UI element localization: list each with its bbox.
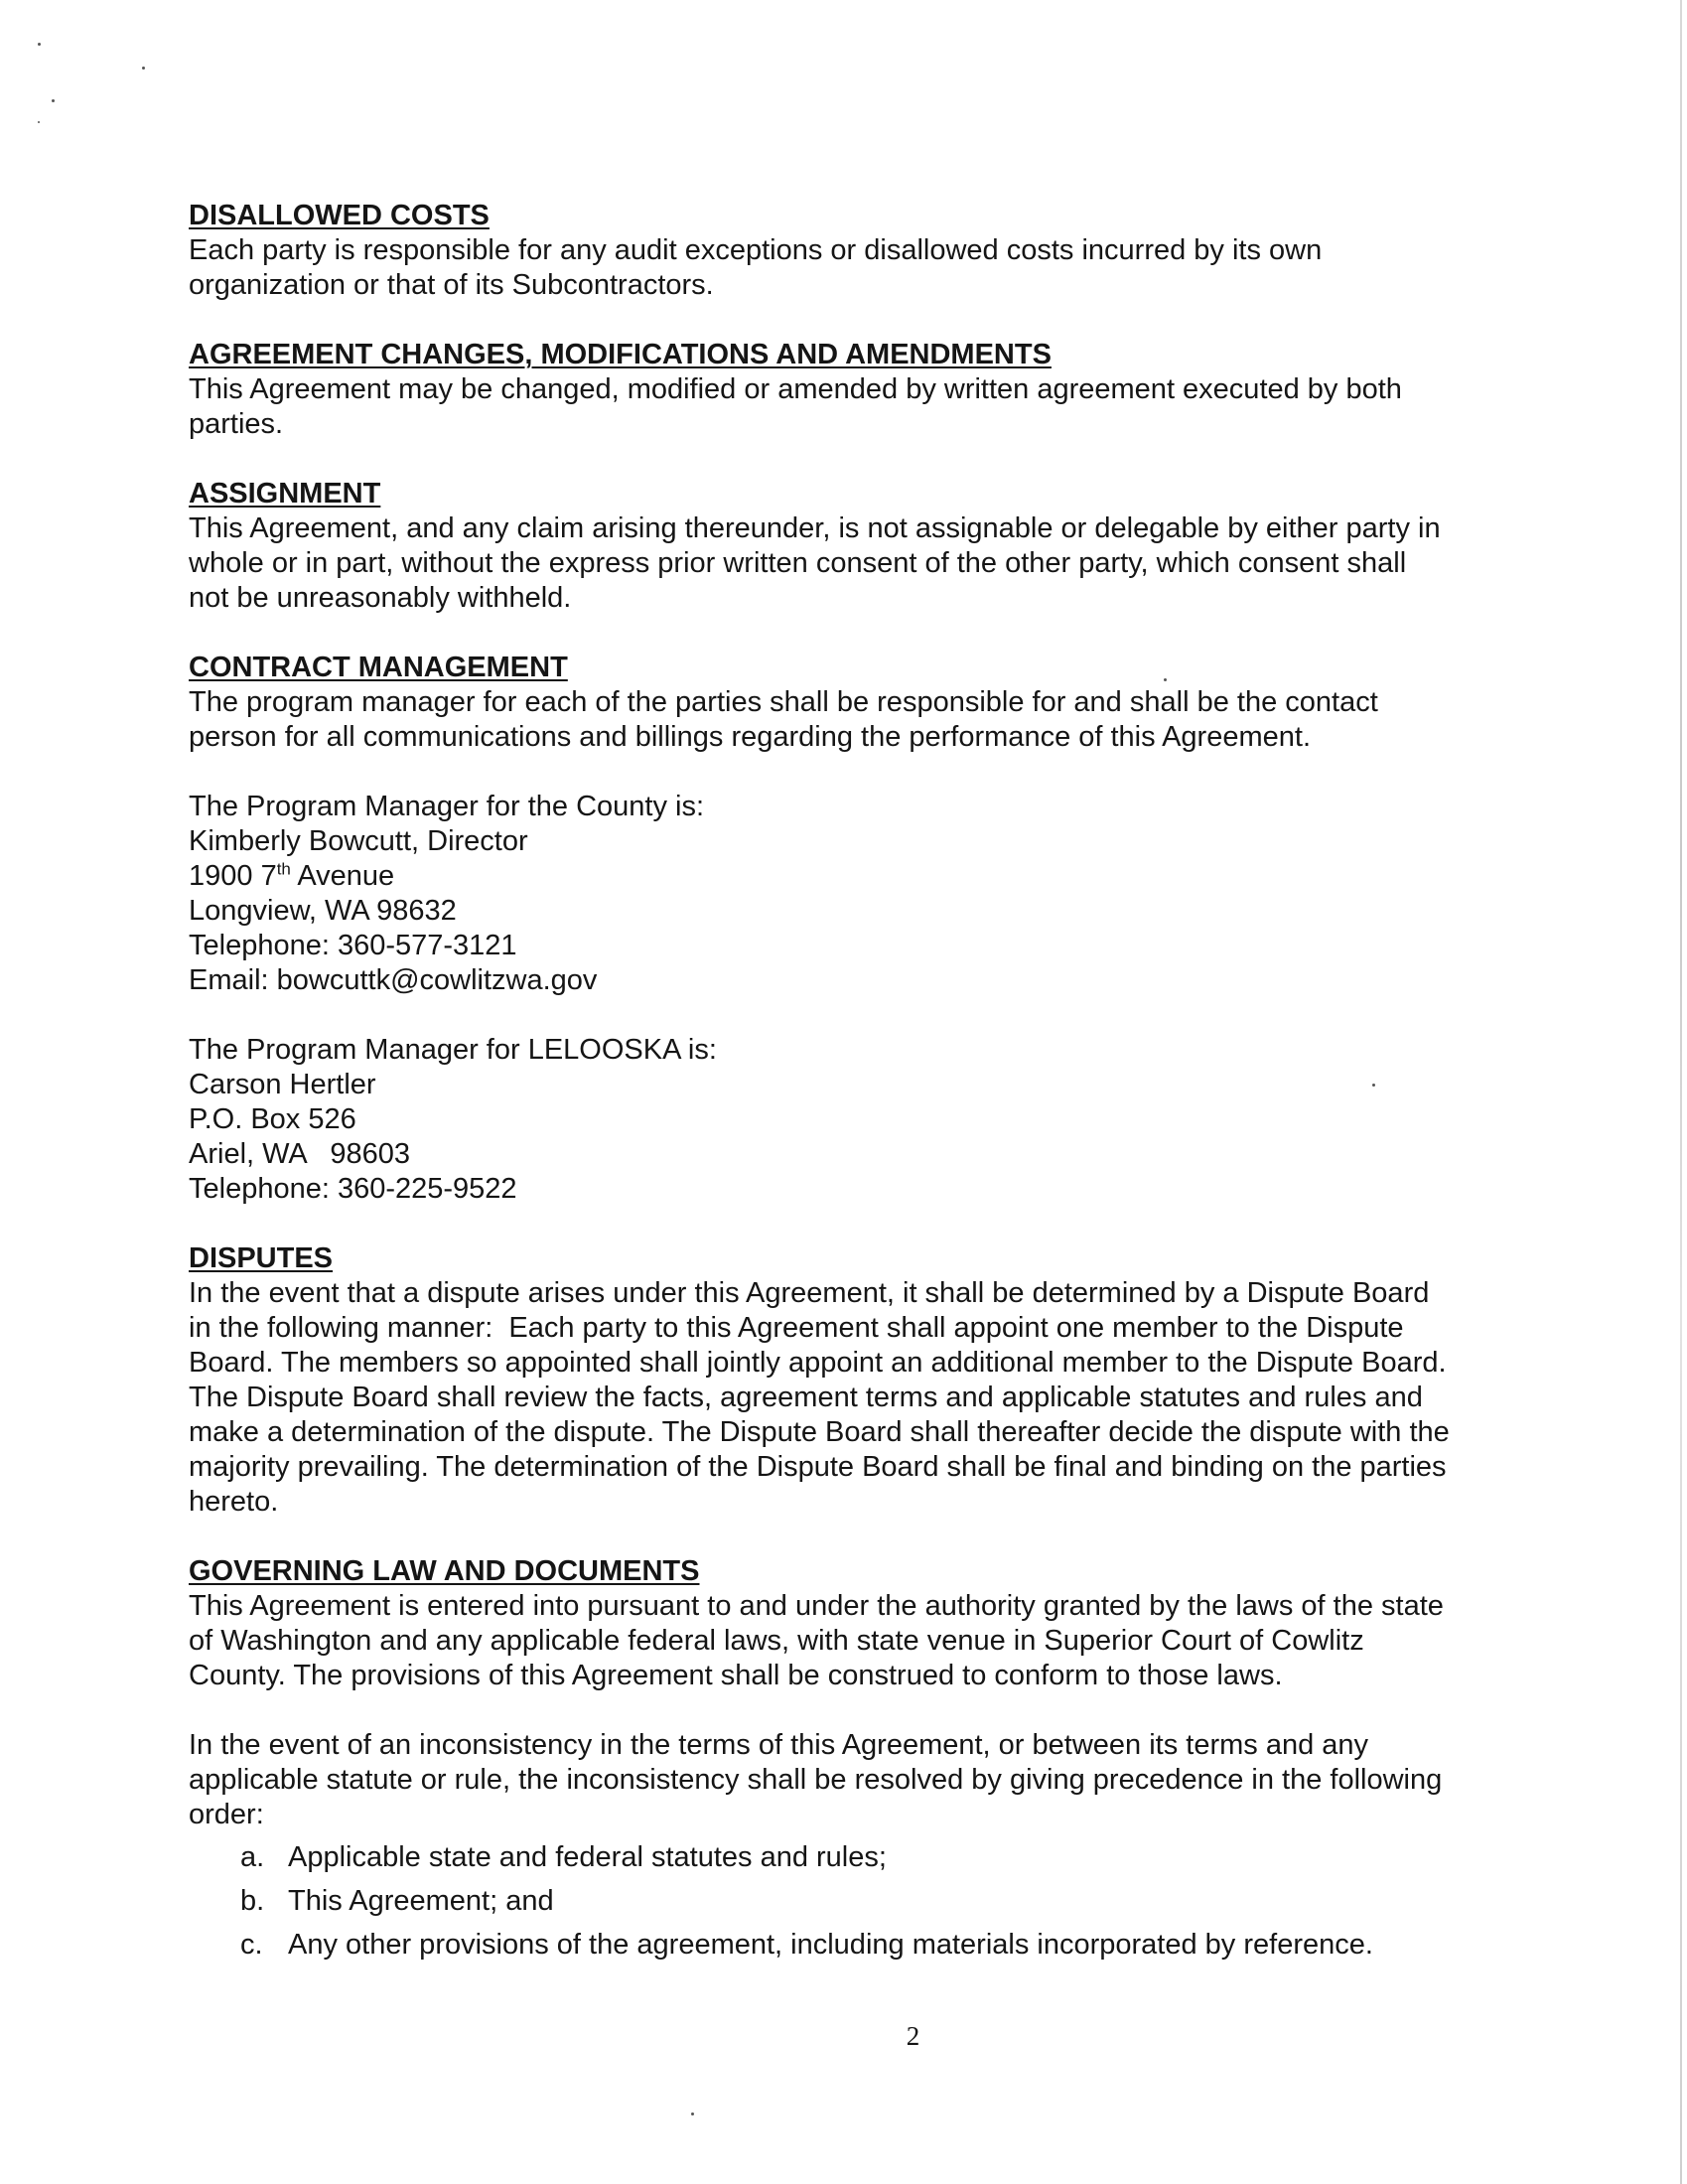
body-line: County. The provisions of this Agreement shall be construed to conform to those laws. (189, 1660, 1283, 1691)
document-page (189, 199, 1499, 1971)
body-line: organization or that of its Subcontractors. (189, 269, 714, 301)
list-marker: c. (240, 1929, 263, 1961)
section-governing-law (189, 1554, 1499, 1963)
section-contract-management (189, 651, 1499, 1207)
heading-assignment: ASSIGNMENT (189, 478, 381, 510)
scan-speck (38, 121, 40, 123)
body-line: parties. (189, 408, 284, 440)
section-disputes (189, 1241, 1499, 1520)
scan-speck (691, 2112, 694, 2115)
lelooska-manager-phone: Telephone: 360-225-9522 (189, 1173, 517, 1205)
county-manager-city: Longview, WA 98632 (189, 895, 457, 927)
inconsistency-paragraph (189, 1728, 1499, 1832)
county-manager-name: Kimberly Bowcutt, Director (189, 825, 528, 857)
list-marker: a. (240, 1841, 265, 1873)
body-line: applicable statute or rule, the inconsistency shall be resolved by giving precedence in the following (189, 1764, 1443, 1796)
address-street: Avenue (290, 860, 395, 892)
body-line: Board. The members so appointed shall jointly appoint an additional member to the Dispute Board. (189, 1347, 1447, 1379)
list-item-text: Applicable state and federal statutes and rules; (288, 1841, 887, 1873)
heading-agreement-changes: AGREEMENT CHANGES, MODIFICATIONS AND AMENDMENTS (189, 339, 1052, 370)
county-manager-email: Email: bowcuttk@cowlitzwa.gov (189, 964, 598, 996)
body-line: person for all communications and billings regarding the performance of this Agreement. (189, 721, 1311, 753)
scan-speck (142, 67, 145, 70)
scan-speck (38, 43, 41, 46)
body-line: majority prevailing. The determination of the Dispute Board shall be final and binding on the parties (189, 1451, 1447, 1483)
body-line: not be unreasonably withheld. (189, 582, 572, 614)
lelooska-manager-block (189, 1033, 1499, 1207)
list-item (189, 1884, 1499, 1919)
list-item (189, 1840, 1499, 1875)
section-disallowed-costs (189, 199, 1499, 303)
body-line: hereto. (189, 1486, 279, 1518)
body-line: This Agreement, and any claim arising thereunder, is not assignable or delegable by either party in (189, 512, 1441, 544)
body-line: Each party is responsible for any audit exceptions or disallowed costs incurred by its own (189, 234, 1323, 266)
county-manager-address (189, 859, 1499, 894)
body-line: In the event that a dispute arises under this Agreement, it shall be determined by a Dispute Board (189, 1277, 1430, 1309)
scan-speck (52, 99, 55, 102)
heading-governing-law: GOVERNING LAW AND DOCUMENTS (189, 1555, 700, 1587)
body-line: In the event of an inconsistency in the terms of this Agreement, or between its terms and any (189, 1729, 1369, 1761)
body-line: This Agreement may be changed, modified or amended by written agreement executed by both (189, 373, 1402, 405)
body-line: order: (189, 1799, 264, 1830)
precedence-list (189, 1840, 1499, 1963)
section-agreement-changes (189, 338, 1499, 442)
body-line: The program manager for each of the parties shall be responsible for and shall be the contact (189, 686, 1378, 718)
list-item-text: This Agreement; and (288, 1885, 554, 1917)
heading-disputes: DISPUTES (189, 1242, 334, 1274)
list-item (189, 1928, 1499, 1963)
address-ordinal-suffix: th (276, 859, 291, 879)
body-line: This Agreement is entered into pursuant to and under the authority granted by the laws of the state (189, 1590, 1444, 1622)
scan-edge-line (1680, 0, 1682, 2184)
list-item-text: Any other provisions of the agreement, including materials incorporated by reference. (288, 1929, 1373, 1961)
body-line: in the following manner: Each party to this Agreement shall appoint one member to the Dispute (189, 1312, 1404, 1344)
page-number-text: 2 (906, 2021, 920, 2051)
body-line: whole or in part, without the express prior written consent of the other party, which consent shall (189, 547, 1407, 579)
governing-paragraph (189, 1589, 1499, 1693)
address-number: 1900 7 (189, 860, 277, 892)
page-number (0, 2021, 1687, 2052)
contract-paragraph (189, 685, 1499, 755)
body-line: The Dispute Board shall review the facts, agreement terms and applicable statutes and rules and (189, 1382, 1423, 1413)
lelooska-manager-city: Ariel, WA 98603 (189, 1138, 410, 1170)
body-line: of Washington and any applicable federal laws, with state venue in Superior Court of Cowlitz (189, 1625, 1364, 1657)
county-manager-block (189, 790, 1499, 998)
county-manager-phone: Telephone: 360-577-3121 (189, 930, 517, 961)
body-line: make a determination of the dispute. The Dispute Board shall thereafter decide the dispute with the (189, 1416, 1450, 1448)
list-marker: b. (240, 1885, 265, 1917)
heading-disallowed-costs: DISALLOWED COSTS (189, 200, 490, 231)
lelooska-manager-box: P.O. Box 526 (189, 1103, 356, 1135)
county-manager-intro: The Program Manager for the County is: (189, 791, 705, 822)
lelooska-manager-intro: The Program Manager for LELOOSKA is: (189, 1034, 717, 1066)
section-assignment (189, 477, 1499, 616)
lelooska-manager-name: Carson Hertler (189, 1069, 376, 1100)
heading-contract-management: CONTRACT MANAGEMENT (189, 652, 568, 683)
